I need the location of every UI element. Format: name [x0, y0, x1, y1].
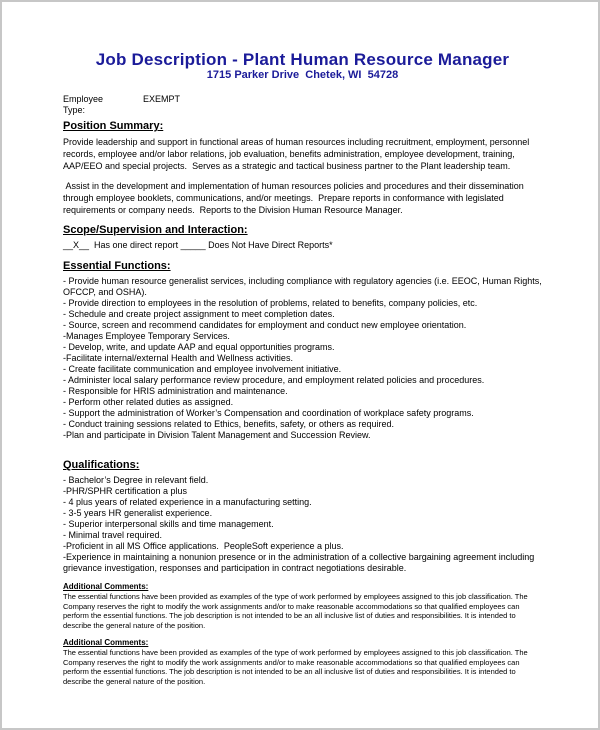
employee-type-label: Employee Type:	[63, 94, 104, 115]
list-item: - Create facilitate communication and employee involvement initiative.	[63, 364, 342, 374]
employee-type-value: EXEMPT	[143, 94, 181, 104]
document-content	[2, 2, 598, 686]
section-heading-additional-comments-1: Additional Comments:	[63, 582, 149, 591]
list-item: - 3-5 years HR generalist experience.	[63, 508, 213, 518]
employee-type-row	[63, 94, 542, 116]
section-heading-additional-comments-2: Additional Comments:	[63, 638, 149, 647]
section-heading-essential-functions: Essential Functions:	[63, 260, 171, 272]
list-item: - Support the administration of Worker’s Compensation and coordination of workplace safety programs.	[63, 408, 474, 418]
list-item: -Plan and participate in Division Talent Management and Succession Review.	[63, 430, 371, 440]
page-title: Job Description - Plant Human Resource Manager	[95, 50, 510, 69]
essential-functions-list	[63, 276, 542, 441]
list-item: - Conduct training sessions related to Ethics, benefits, safety, or others as required.	[63, 419, 395, 429]
section-heading-position-summary: Position Summary:	[63, 120, 164, 132]
list-item: -Manages Employee Temporary Services.	[63, 331, 230, 341]
list-item: - Schedule and create project assignment to meet completion dates.	[63, 309, 335, 319]
list-item: - Provide direction to employees in the resolution of problems, related to benefits, company policies, etc.	[63, 298, 478, 308]
list-item: - Bachelor’s Degree in relevant field.	[63, 475, 209, 485]
page-subtitle: 1715 Parker Drive Chetek, WI 54728	[206, 69, 399, 81]
list-item: - Administer local salary performance review procedure, and employment related policies and procedures.	[63, 375, 485, 385]
list-item: -PHR/SPHR certification a plus	[63, 486, 188, 496]
list-item: - Superior interpersonal skills and time management.	[63, 519, 274, 529]
list-item: - Provide human resource generalist services, including compliance with regulatory agencies (i.e. EEOC, Human Rights, OFCCP, and OSHA).	[63, 276, 542, 297]
list-item: - Develop, write, and update AAP and equal opportunities programs.	[63, 342, 335, 352]
list-item: - Perform other related duties as assigned.	[63, 397, 234, 407]
list-item: - Responsible for HRIS administration and maintenance.	[63, 386, 288, 396]
additional-comments-1-body: The essential functions have been provided as examples of the type of work performed by employees assigned to this job classification. The Company reserves the right to modify the work assignments and/or to make reasonable accommodations so that qualified employees can perform the essential functions. The job description is not intended to be an all inclusive list of duties and responsibilities. It is intended to describe the general nature of the position.	[63, 592, 528, 630]
position-summary-paragraph-2: Assist in the development and implementation of human resources policies and procedures and their dissemination through employee booklets, communications, and/or meetings. Prepare reports in conformance with legislated requirements or company needs. Reports to the Division Human Resource Manager.	[63, 181, 527, 215]
list-item: -Experience in maintaining a nonunion presence or in the administration of a collective bargaining agreement including grievance investigation, responses and participation in contract negotiations desirable.	[63, 552, 535, 573]
section-heading-scope: Scope/Supervision and Interaction:	[63, 224, 248, 236]
section-heading-qualifications: Qualifications:	[63, 459, 140, 471]
additional-comments-2-body: The essential functions have been provided as examples of the type of work performed by employees assigned to this job classification. The Company reserves the right to modify the work assignments and/or to make reasonable accommodations so that qualified employees can perform the essential functions. The job description is not intended to be an all inclusive list of duties and responsibilities. It is intended to describe the general nature of the position.	[63, 648, 528, 686]
list-item: - Source, screen and recommend candidates for employment and conduct new employee orientation.	[63, 320, 467, 330]
list-item: -Facilitate internal/external Health and Wellness activities.	[63, 353, 293, 363]
qualifications-list	[63, 475, 542, 574]
list-item: - Minimal travel required.	[63, 530, 163, 540]
position-summary-paragraph-1: Provide leadership and support in functional areas of human resources including recruitment, employment, personnel records, employee and/or labor relations, job evaluation, benefits administration, employee development, training, AAP/EEO and special projects. Serves as a strategic and tactical business partner to the Plant leadership team.	[63, 137, 532, 171]
scope-direct-report-line: __X__ Has one direct report _____ Does Not Have Direct Reports*	[63, 240, 333, 250]
list-item: -Proficient in all MS Office applications. PeopleSoft experience a plus.	[63, 541, 344, 551]
list-item: - 4 plus years of related experience in a manufacturing setting.	[63, 497, 312, 507]
